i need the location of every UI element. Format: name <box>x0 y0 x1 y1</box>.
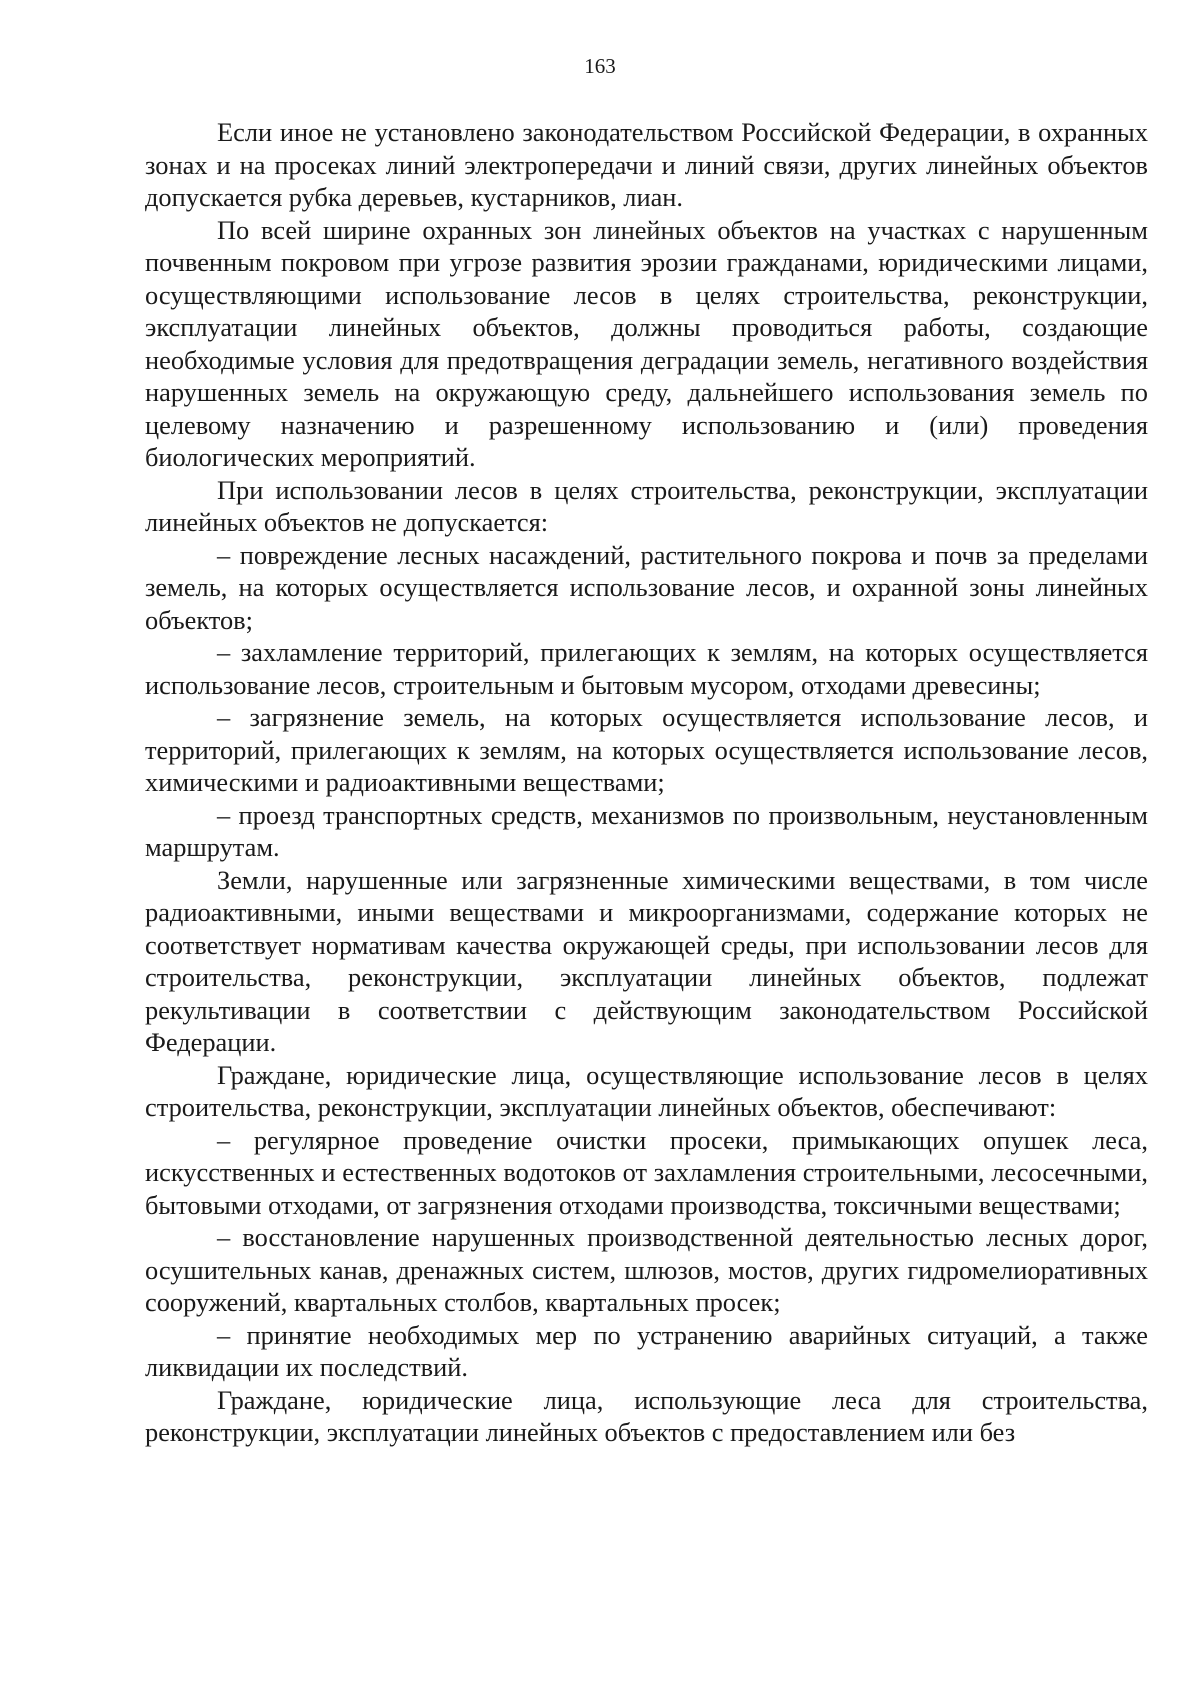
paragraph-felling-in-protection-zones: Если иное не установлено законодательством Российской Федерации, в охранных зонах и на просеках линий электропередачи и линий связи, других линейных объектов допускается рубка деревьев, кустарников, лиан. <box>145 117 1148 212</box>
page-number: 163 <box>584 54 616 78</box>
paragraph-land-recultivation: Земли, нарушенные или загрязненные химическими веществами, в том числе радиоактивными, иными веществами и микроорганизмами, содержание которых не соответствует нормативам качества окружающей среды, при использовании лесов для строительства, реконструкции, эксплуатации линейных объектов, подлежат рекультивации в соответствии с действующим законодательством Российской Федерации. <box>145 864 1148 1057</box>
paragraph-continuation: Граждане, юридические лица, использующие леса для строительства, реконструкции, эксплуатации линейных объектов с предоставлением или без <box>145 1384 1148 1447</box>
paragraph-prohibitions-intro: При использовании лесов в целях строительства, реконструкции, эксплуатации линейных объектов не допускается: <box>145 474 1148 537</box>
document-body <box>145 116 1148 1449</box>
list-item-land-pollution: – загрязнение земель, на которых осуществляется использование лесов, и территорий, прилегающих к землям, на которых осуществляется использование лесов, химическими и радиоактивными веществами; <box>145 702 1148 797</box>
list-item-regular-cleaning: – регулярное проведение очистки просеки, примыкающих опушек леса, искусственных и естественных водотоков от захламления строительными, лесосечными, бытовыми отходами, от загрязнения отходами производства, токсичными веществами; <box>145 1124 1148 1220</box>
list-item-emergency-measures: – принятие необходимых мер по устранению аварийных ситуаций, а также ликвидации их последствий. <box>145 1319 1148 1382</box>
list-item-vehicle-passage: – проезд транспортных средств, механизмов по произвольным, неустановленным маршрутам. <box>145 799 1148 862</box>
paragraph-erosion-prevention-works: По всей ширине охранных зон линейных объектов на участках с нарушенным почвенным покровом при угрозе развития эрозии гражданами, юридическими лицами, осуществляющими использование лесов в целях строительства, реконструкции, эксплуатации линейных объектов, должны проводиться работы, создающие необходимые условия для предотвращения деградации земель, негативного воздействия нарушенных земель на окружающую среду, дальнейшего использования земель по целевому назначению и разрешенному использованию и (или) проведения биологических мероприятий. <box>145 214 1148 472</box>
list-item-littering-territories: – захламление территорий, прилегающих к землям, на которых осуществляется использование лесов, строительным и бытовым мусором, отходами древесины; <box>145 637 1148 700</box>
list-item-damage-to-plantings: – повреждение лесных насаждений, растительного покрова и почв за пределами земель, на которых осуществляется использование лесов, и охранной зоны линейных объектов; <box>145 539 1148 635</box>
list-item-restoration-of-infrastructure: – восстановление нарушенных производственной деятельностью лесных дорог, осушительных канав, дренажных систем, шлюзов, мостов, других гидромелиоративных сооружений, квартальных столбов, квартальных просек; <box>145 1222 1148 1317</box>
paragraph-obligations-intro: Граждане, юридические лица, осуществляющие использование лесов в целях строительства, реконструкции, эксплуатации линейных объектов, обеспечивают: <box>145 1059 1148 1122</box>
